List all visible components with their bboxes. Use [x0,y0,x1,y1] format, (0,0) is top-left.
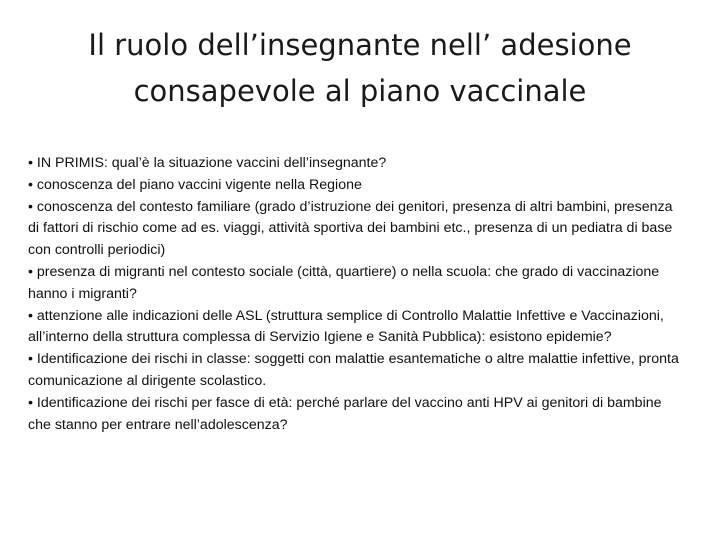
bullet-item: • conoscenza del piano vaccini vigente nella Regione [28,176,362,193]
bullet-item: • Identificazione dei rischi in classe: soggetti con malattie esantematiche o altre malattie infettive, pronta comunicazione al dirigente scolastico. [28,351,679,389]
slide-title [40,22,680,114]
bullet-item: • IN PRIMIS: qual’è la situazione vaccini dell’insegnante? [28,155,387,171]
bullet-item: • attenzione alle indicazioni delle ASL (struttura semplice di Controllo Malattie Infettive e Vaccinazioni, all’interno della struttura complessa di Servizio Igiene e Sanità Pubblica): esistono epidemie? [28,307,664,346]
bullet-item: • conoscenza del contesto familiare (grado d’istruzione dei genitori, presenza di altri bambini, presenza di fattori di rischio come ad es. viaggi, attività sportiva dei bambini etc., presenza di un pediatra di base con controlli periodici) [28,198,673,259]
slide-title-line-1: Il ruolo dell’insegnante nell’ adesione [88,28,632,62]
bullet-list [28,153,680,436]
bullet-item: • Identificazione dei rischi per fasce di età: perché parlare del vaccino anti HPV ai genitori di bambine che stanno per entrare nell’adolescenza? [28,394,662,433]
slide-title-line-2: consapevole al piano vaccinale [133,74,587,108]
bullet-item: • presenza di migranti nel contesto sociale (città, quartiere) o nella scuola: che grado di vaccinazione hanno i migranti? [28,263,660,302]
